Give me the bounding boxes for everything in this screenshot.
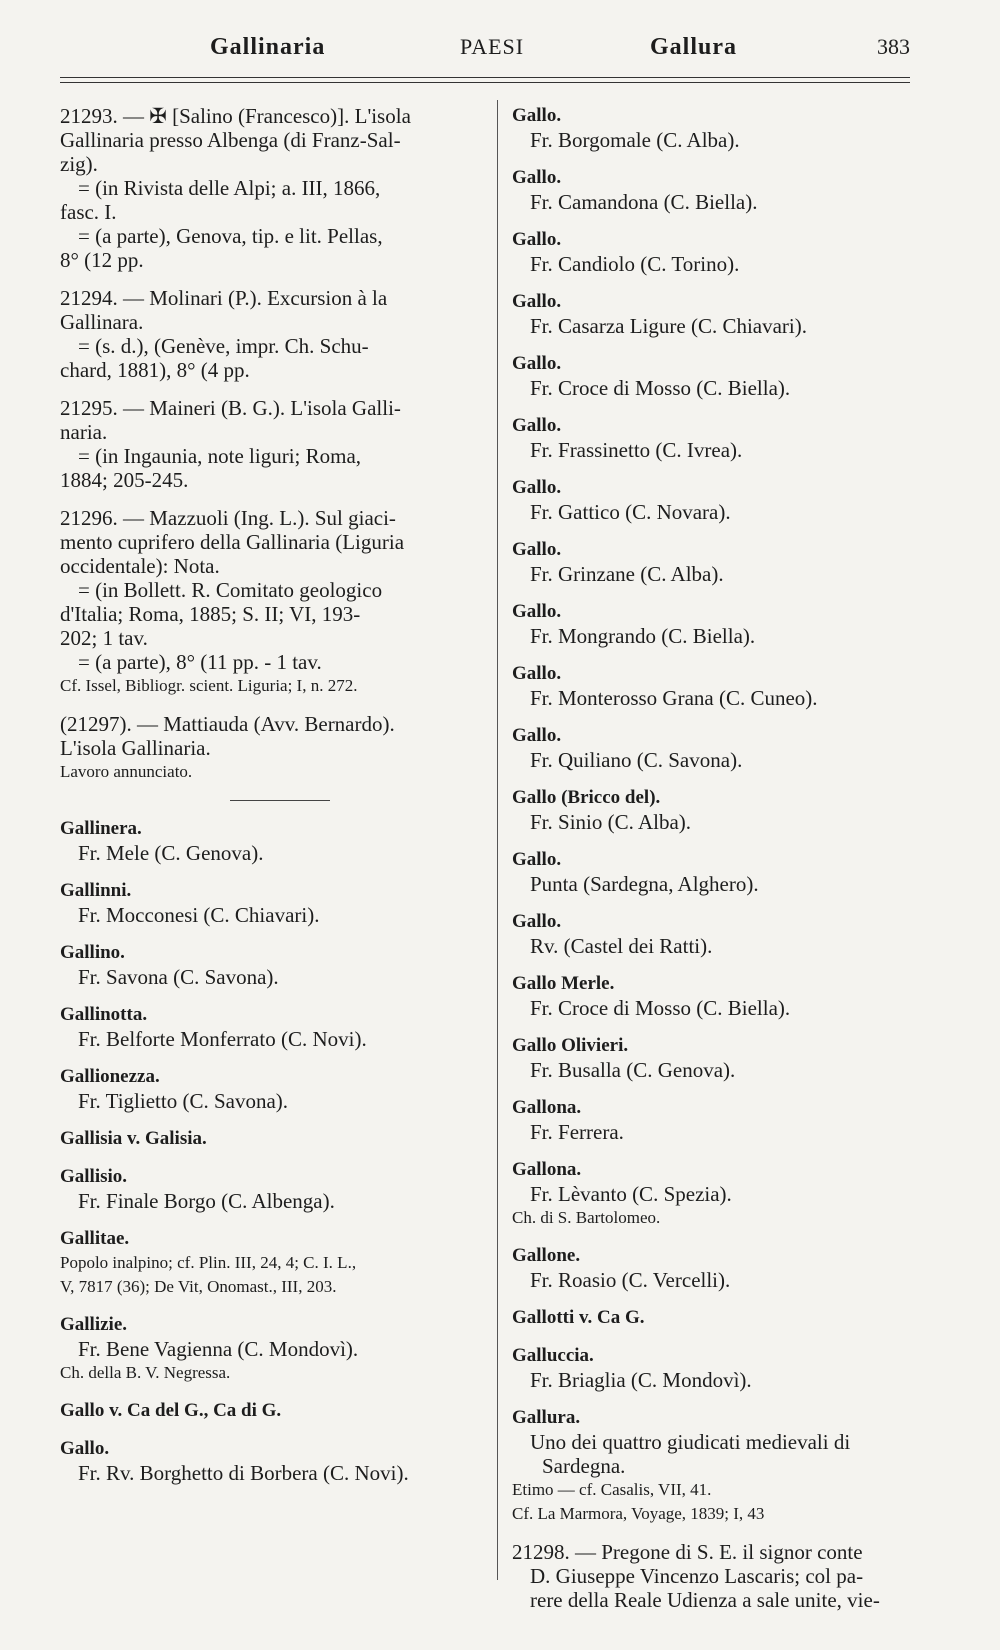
entry-line: Fr. Mocconesi (C. Chiavari).: [78, 903, 320, 927]
entry: [512, 662, 932, 710]
entry: [60, 1399, 480, 1423]
entry: [512, 1034, 932, 1082]
header-right-word: Gallura: [650, 34, 738, 60]
entry-heading: Gallisio.: [60, 1166, 128, 1187]
entry-heading: Gallo.: [60, 1438, 110, 1459]
entry-line: Fr. Roasio (C. Vercelli).: [530, 1268, 731, 1292]
entry: [512, 104, 932, 152]
entry-line: Fr. Lèvanto (C. Spezia).: [530, 1182, 732, 1206]
entry-line: zig).: [60, 152, 98, 176]
entry-heading: Gallinotta.: [60, 1004, 148, 1025]
entry-line: Fr. Savona (C. Savona).: [78, 965, 279, 989]
entry-line: Fr. Rv. Borghetto di Borbera (C. Novi).: [78, 1461, 409, 1485]
entry-line: Fr. Belforte Monferrato (C. Novi).: [78, 1027, 367, 1051]
column-divider: [497, 100, 498, 1580]
entry-line: Gallinaria presso Albenga (di Franz-Sal-: [60, 128, 401, 152]
entry-line: Fr. Briaglia (C. Mondovì).: [530, 1368, 752, 1392]
entry-heading: Gallo (Bricco del).: [512, 787, 661, 808]
header-section: PAESI: [460, 34, 525, 59]
entry: [512, 786, 932, 834]
entry: [60, 1437, 480, 1485]
entry: [512, 1344, 932, 1392]
entry-heading: Gallura.: [512, 1407, 581, 1428]
entry: [512, 290, 932, 338]
entry-line: chard, 1881), 8° (4 pp.: [60, 358, 250, 382]
entry-heading: Gallinera.: [60, 818, 142, 839]
entry: [512, 352, 932, 400]
entry-line: = (in Ingaunia, note liguri; Roma,: [78, 444, 362, 468]
entry: [60, 1227, 480, 1299]
entry-line: 1884; 205-245.: [60, 468, 189, 492]
entry: [60, 286, 480, 382]
entry-line: = (in Rivista delle Alpi; a. III, 1866,: [78, 176, 381, 200]
entry-heading: Gallona.: [512, 1097, 582, 1118]
entry-heading: Gallo.: [512, 601, 562, 622]
section-separator: [230, 800, 330, 801]
entry-heading: Gallo.: [512, 291, 562, 312]
entry: [512, 1244, 932, 1292]
entry-heading: Gallona.: [512, 1159, 582, 1180]
entry-line: 21294. — Molinari (P.). Excursion à la: [60, 286, 388, 310]
entry-line: Fr. Croce di Mosso (C. Biella).: [530, 996, 791, 1020]
entry-line: rere della Reale Udienza a sale unite, vie-: [530, 1588, 880, 1612]
entry: [512, 166, 932, 214]
entry-line: = (a parte), 8° (11 pp. - 1 tav.: [78, 650, 322, 674]
entry-heading: Gallo.: [512, 849, 562, 870]
entry-line: 202; 1 tav.: [60, 626, 148, 650]
entry: [60, 1065, 480, 1113]
right-column: [512, 104, 932, 1626]
entry: [512, 724, 932, 772]
entry-heading: Gallionezza.: [60, 1066, 160, 1087]
entry-line: 8° (12 pp.: [60, 248, 144, 272]
header-rule-bottom: [60, 82, 910, 83]
entry-line: Fr. Monterosso Grana (C. Cuneo).: [530, 686, 818, 710]
entry: [60, 1003, 480, 1051]
entry-line: Sardegna.: [542, 1454, 626, 1478]
entry-heading: Gallo.: [512, 911, 562, 932]
entry-line: Fr. Camandona (C. Biella).: [530, 190, 758, 214]
entry-heading: Gallo.: [512, 415, 562, 436]
entry-heading: Gallo.: [512, 353, 562, 374]
entry: [60, 1127, 480, 1151]
entry-line: fasc. I.: [60, 200, 117, 224]
entry-line: Cf. Issel, Bibliogr. scient. Liguria; I, n. 272.: [60, 676, 358, 695]
entry-line: Fr. Sinio (C. Alba).: [530, 810, 692, 834]
entry-line: Fr. Frassinetto (C. Ivrea).: [530, 438, 743, 462]
entry-heading: Galluccia.: [512, 1345, 594, 1366]
entry-heading: Gallo.: [512, 539, 562, 560]
entry-line: Uno dei quattro giudicati medievali di: [530, 1430, 851, 1454]
entry-line: Ch. della B. V. Negressa.: [60, 1363, 231, 1382]
entry-line: 21295. — Maineri (B. G.). L'isola Galli-: [60, 396, 401, 420]
entry: [512, 538, 932, 586]
entry-line: Fr. Tiglietto (C. Savona).: [78, 1089, 289, 1113]
entry-line: Fr. Grinzane (C. Alba).: [530, 562, 724, 586]
entry-heading: Gallo.: [512, 663, 562, 684]
entry-heading: Gallinni.: [60, 880, 132, 901]
entry-heading: Gallotti v. Ca G.: [512, 1307, 645, 1328]
entry-heading: Gallitae.: [60, 1228, 130, 1249]
entry-heading: Gallo.: [512, 167, 562, 188]
entry-line: Fr. Quiliano (C. Savona).: [530, 748, 743, 772]
entry-heading: Gallo.: [512, 105, 562, 126]
entry: [512, 1406, 932, 1526]
entry-heading: Gallo.: [512, 229, 562, 250]
entry-heading: Gallo Olivieri.: [512, 1035, 629, 1056]
entry: [512, 848, 932, 896]
entry-line: D. Giuseppe Vincenzo Lascaris; col pa-: [530, 1564, 864, 1588]
entry-line: Fr. Ferrera.: [530, 1120, 624, 1144]
entry-line: naria.: [60, 420, 108, 444]
entry-line: (21297). — Mattiauda (Avv. Bernardo).: [60, 712, 395, 736]
entry: [60, 396, 480, 492]
entry-line: Etimo — cf. Casalis, VII, 41.: [512, 1480, 712, 1499]
entry: [512, 972, 932, 1020]
entry-line: L'isola Gallinaria.: [60, 736, 211, 760]
entry-line: = (in Bollett. R. Comitato geologico: [78, 578, 383, 602]
entry-line: 21296. — Mazzuoli (Ing. L.). Sul giaci-: [60, 506, 396, 530]
entry: [512, 414, 932, 462]
entry-line: occidentale): Nota.: [60, 554, 220, 578]
entry-line: Gallinara.: [60, 310, 144, 334]
entry-line: d'Italia; Roma, 1885; S. II; VI, 193-: [60, 602, 361, 626]
entry-line: 21298. — Pregone di S. E. il signor conte: [512, 1540, 863, 1564]
entry-heading: Gallizie.: [60, 1314, 128, 1335]
entry: [60, 1313, 480, 1385]
entry-line: Fr. Casarza Ligure (C. Chiavari).: [530, 314, 807, 338]
entry-line: Fr. Busalla (C. Genova).: [530, 1058, 736, 1082]
entry: [60, 1165, 480, 1213]
entry-heading: Gallisia v. Galisia.: [60, 1128, 207, 1149]
entry-line: mento cuprifero della Gallinaria (Liguria: [60, 530, 405, 554]
entry-line: Popolo inalpino; cf. Plin. III, 24, 4; C. I. L.,: [60, 1253, 357, 1272]
entry: [512, 1158, 932, 1230]
entry-line: = (s. d.), (Genève, impr. Ch. Schu-: [78, 334, 369, 358]
entry-line: 21293. — ✠ [Salino (Francesco)]. L'isola: [60, 104, 411, 128]
entry: [60, 506, 480, 698]
entry-line: Lavoro annunciato.: [60, 762, 193, 781]
entry: [60, 104, 480, 272]
header-rule-top: [60, 77, 910, 78]
entry-heading: Gallo.: [512, 477, 562, 498]
page-number: 383: [877, 34, 910, 59]
entry-line: Fr. Candiolo (C. Torino).: [530, 252, 740, 276]
entry-line: Fr. Gattico (C. Novara).: [530, 500, 731, 524]
entry-line: Fr. Borgomale (C. Alba).: [530, 128, 740, 152]
entry: [512, 910, 932, 958]
entry-line: V, 7817 (36); De Vit, Onomast., III, 203.: [60, 1277, 337, 1296]
header-left-word: Gallinaria: [210, 34, 326, 60]
entry-line: Fr. Croce di Mosso (C. Biella).: [530, 376, 791, 400]
entry: [512, 476, 932, 524]
entry: [512, 1540, 932, 1612]
entry-line: Cf. La Marmora, Voyage, 1839; I, 43: [512, 1504, 765, 1523]
entry: [512, 1306, 932, 1330]
entry-heading: Gallo.: [512, 725, 562, 746]
entry-line: Fr. Mongrando (C. Biella).: [530, 624, 756, 648]
entry-heading: Gallo v. Ca del G., Ca di G.: [60, 1400, 282, 1421]
entry: [60, 941, 480, 989]
entry-heading: Gallino.: [60, 942, 125, 963]
entry-line: Fr. Mele (C. Genova).: [78, 841, 264, 865]
entry-line: Ch. di S. Bartolomeo.: [512, 1208, 661, 1227]
entry: [512, 1096, 932, 1144]
entry-heading: Gallo Merle.: [512, 973, 615, 994]
entry-line: = (a parte), Genova, tip. e lit. Pellas,: [78, 224, 383, 248]
entry: [60, 879, 480, 927]
entry-line: Fr. Bene Vagienna (C. Mondovì).: [78, 1337, 359, 1361]
entry-line: Fr. Finale Borgo (C. Albenga).: [78, 1189, 335, 1213]
entry: [60, 712, 480, 784]
entry-line: Rv. (Castel dei Ratti).: [530, 934, 713, 958]
entry-heading: Gallone.: [512, 1245, 581, 1266]
left-column: [60, 104, 480, 1499]
entry: [512, 600, 932, 648]
entry-line: Punta (Sardegna, Alghero).: [530, 872, 759, 896]
running-header: [60, 34, 910, 70]
entry: [60, 817, 480, 865]
entry: [512, 228, 932, 276]
